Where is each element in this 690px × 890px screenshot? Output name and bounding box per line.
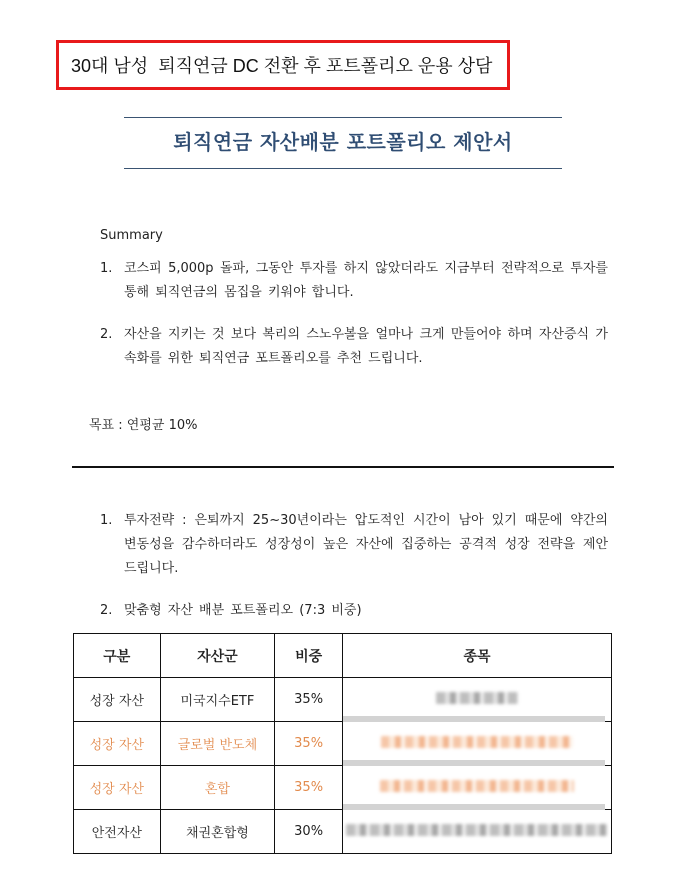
item-number: 2.	[100, 603, 113, 618]
table-row	[74, 722, 612, 766]
section-divider	[72, 466, 614, 468]
cell-asset-class: 채권혼합형	[160, 810, 275, 854]
goal-text: 목표 : 연평균 10%	[89, 418, 198, 433]
item-text: 자산을 지키는 것 보다 복리의 스노우볼을 얼마나 크게 만들어야 하며 자산증식 가속화를 위한 퇴직연금 포트폴리오를 추천 드립니다.	[124, 327, 608, 366]
item-number: 1.	[100, 513, 113, 528]
item-text: 코스피 5,000p 돌파, 그동안 투자를 하지 않았더라도 지금부터 전략적으로 투자를 통해 퇴직연금의 몸집을 키워야 합니다.	[124, 261, 608, 300]
cell-holdings-redacted	[343, 722, 612, 766]
cell-asset-class: 미국지수ETF	[160, 678, 275, 722]
item-text: 투자전략 : 은퇴까지 25~30년이라는 압도적인 시간이 남아 있기 때문에 약간의 변동성을 감수하더라도 성장성이 높은 자산에 집중하는 공격적 성장 전략을 제안 드립니다.	[124, 513, 608, 576]
headline-text: 30대 남성 퇴직연금 DC 전환 후 포트폴리오 운용 상담	[71, 56, 493, 76]
redaction-strip	[343, 804, 605, 810]
headline-box	[56, 40, 510, 90]
header-asset-class: 자산군	[160, 634, 275, 678]
summary-item-1	[100, 257, 608, 305]
redaction-strip	[343, 716, 605, 722]
cell-asset-class: 혼합	[160, 766, 275, 810]
cell-holdings-redacted	[343, 678, 612, 722]
item-number: 1.	[100, 261, 113, 276]
cell-weight: 35%	[275, 766, 343, 810]
cell-asset-class: 글로벌 반도체	[160, 722, 275, 766]
strategy-item-2	[100, 599, 608, 623]
summary-label: Summary	[100, 228, 163, 243]
cell-holdings-redacted	[343, 766, 612, 810]
title-rule-bottom	[124, 168, 562, 169]
table-row	[74, 766, 612, 810]
summary-item-2	[100, 323, 608, 371]
header-holdings: 종목	[343, 634, 612, 678]
redaction-strip	[343, 760, 605, 766]
redacted-text	[436, 692, 518, 704]
strategy-item-1	[100, 509, 608, 581]
cell-category: 안전자산	[74, 810, 161, 854]
table-row	[74, 810, 612, 854]
redacted-text	[346, 824, 608, 836]
portfolio-table	[73, 633, 612, 854]
cell-category: 성장 자산	[74, 766, 161, 810]
redacted-text	[380, 780, 574, 792]
item-number: 2.	[100, 327, 113, 342]
cell-weight: 35%	[275, 722, 343, 766]
document-title: 퇴직연금 자산배분 포트폴리오 제안서	[173, 130, 513, 154]
title-rule-top	[124, 117, 562, 118]
header-weight: 비중	[275, 634, 343, 678]
cell-category: 성장 자산	[74, 722, 161, 766]
cell-weight: 35%	[275, 678, 343, 722]
header-category: 구분	[74, 634, 161, 678]
redacted-text	[381, 736, 573, 748]
table-header-row	[74, 634, 612, 678]
cell-weight: 30%	[275, 810, 343, 854]
item-text: 맞춤형 자산 배분 포트폴리오 (7:3 비중)	[124, 603, 362, 618]
table-row	[74, 678, 612, 722]
cell-holdings-redacted	[343, 810, 612, 854]
cell-category: 성장 자산	[74, 678, 161, 722]
